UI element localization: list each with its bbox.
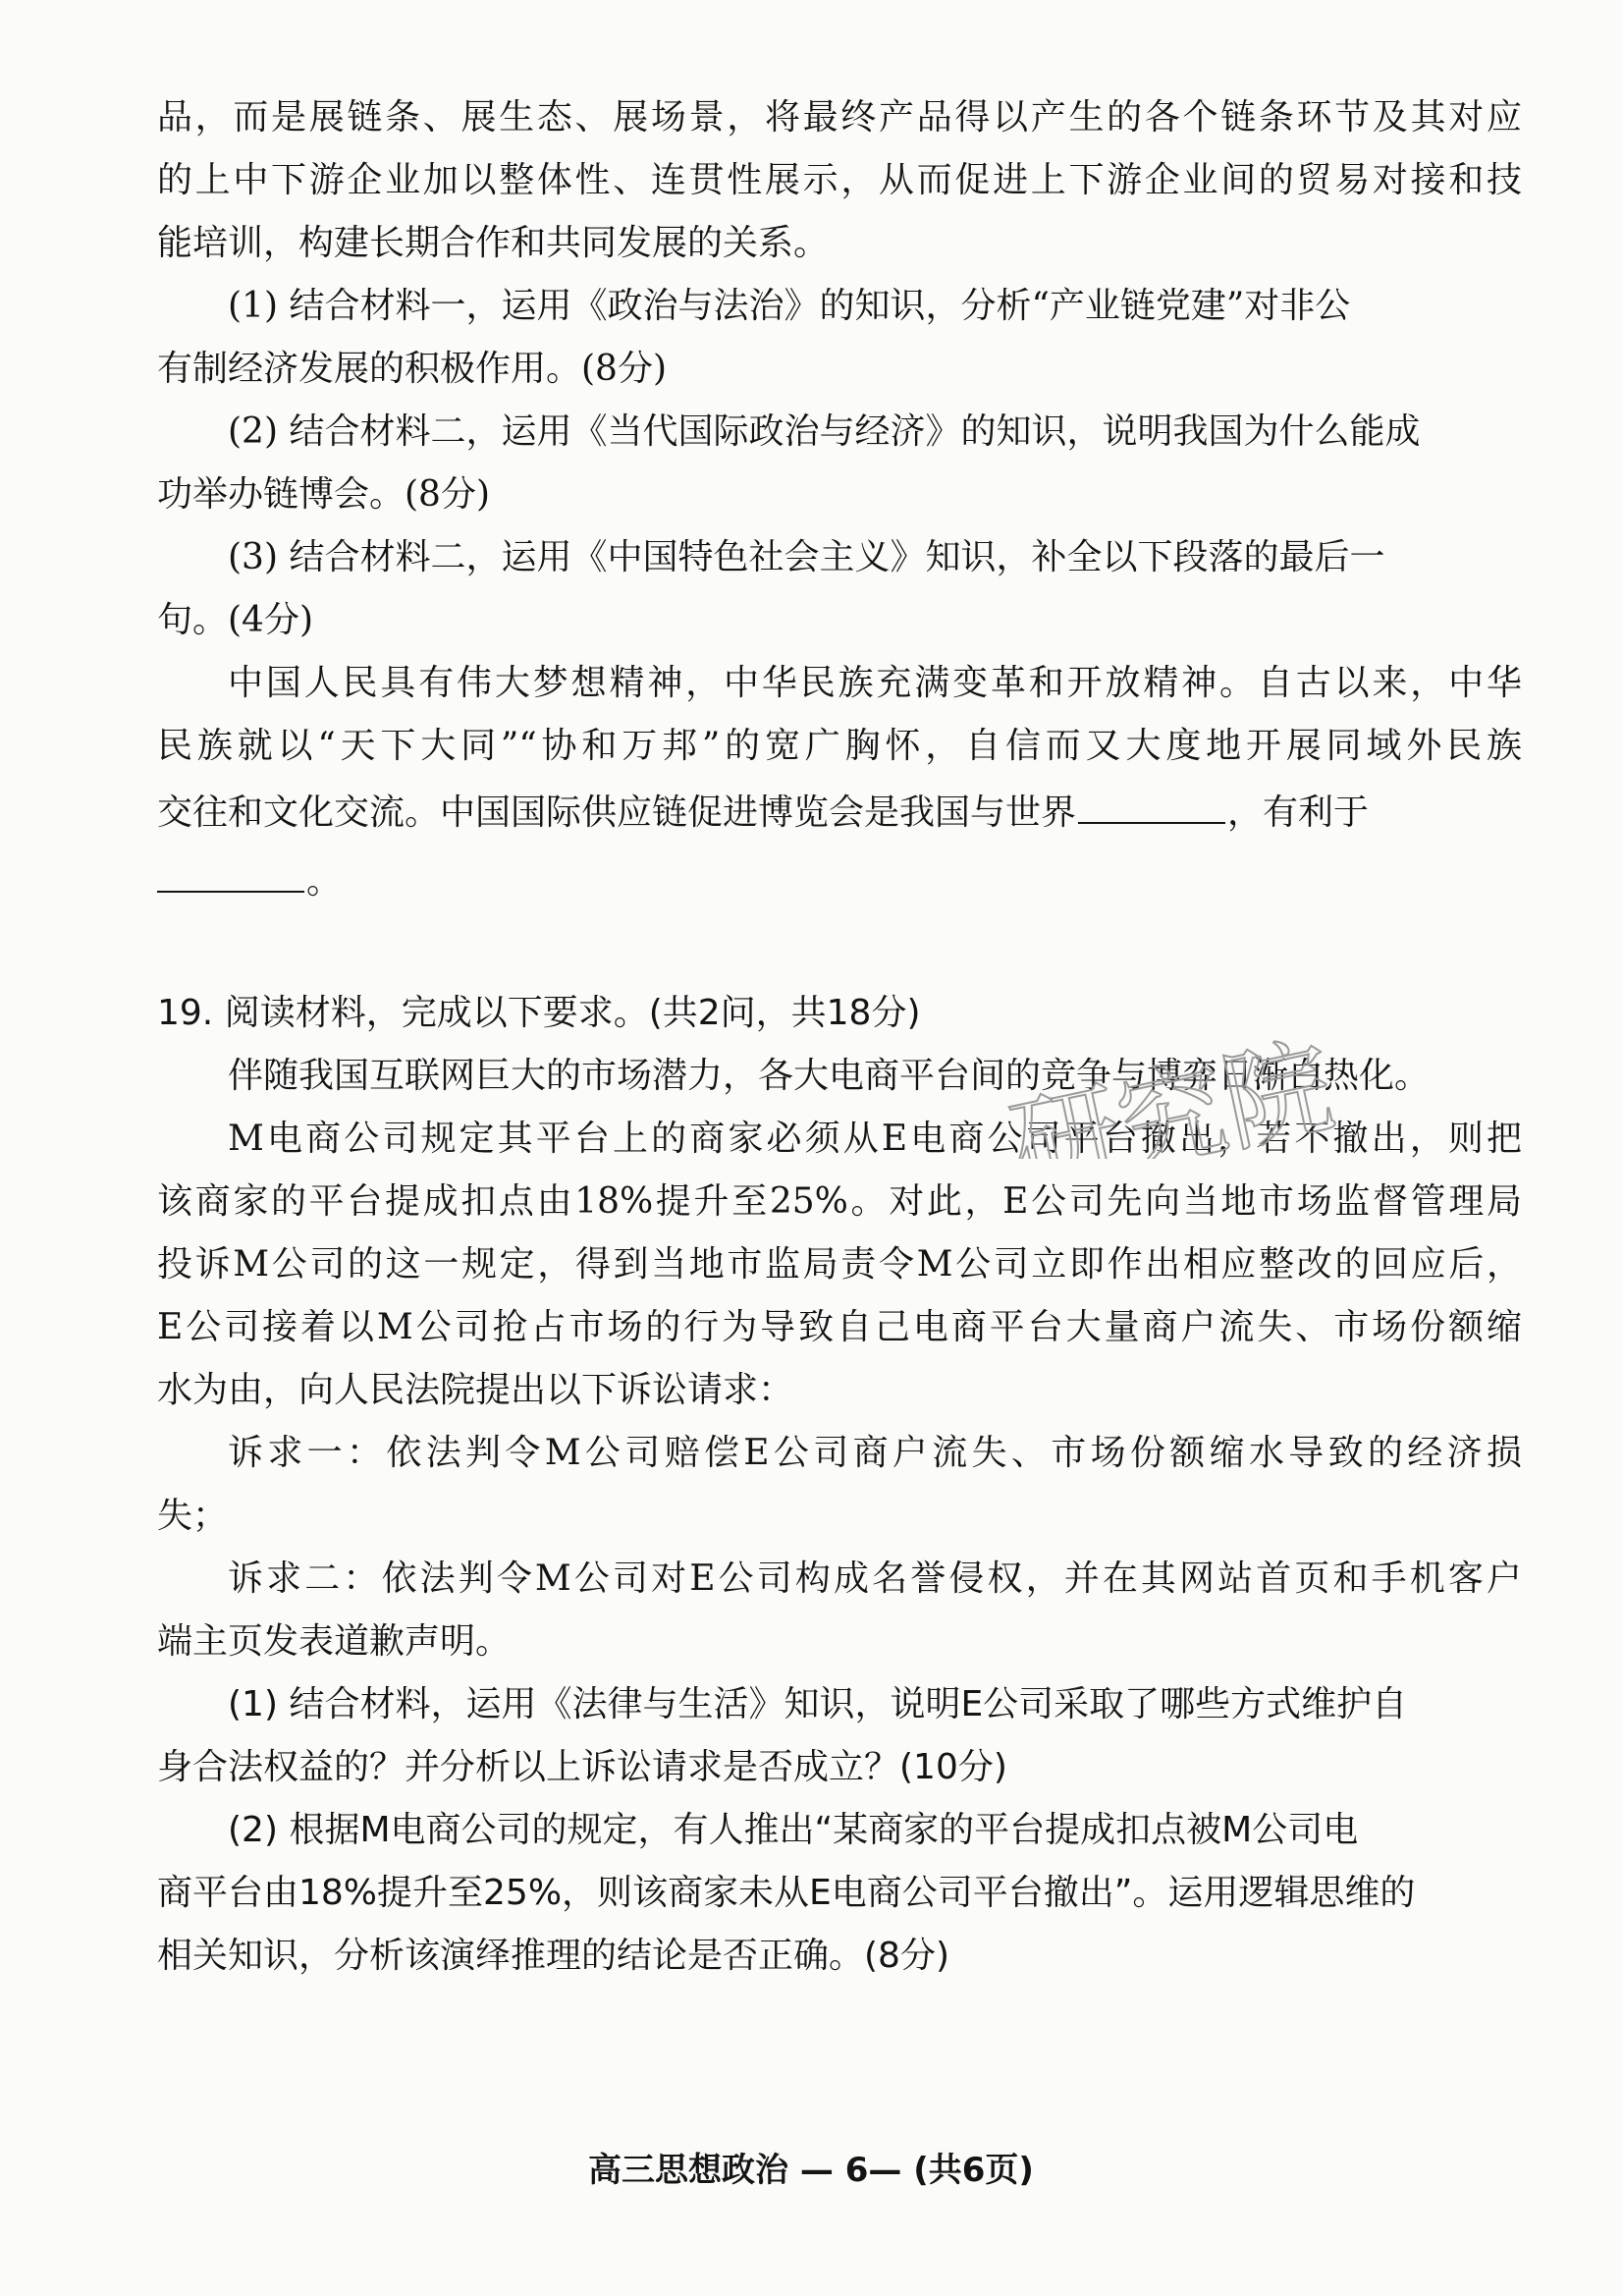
question-18-1-cont: 有制经济发展的积极作用。(8分) [157,349,667,389]
text-line: 的上中下游企业加以整体性、连贯性展示，从而促进上下游企业间的贸易对接和技 [157,160,1522,200]
text-line: 中国人民具有伟大梦想精神，中华民族充满变革和开放精神。自古以来，中华 [228,663,1522,703]
text-line: 该商家的平台提成扣点由18%提升至25%。对此，E公司先向当地市场监督管理局 [157,1181,1522,1222]
claim-1: 诉求一：依法判令M公司赔偿E公司商户流失、市场份额缩水导致的经济损 [228,1433,1522,1473]
answer-blank-2[interactable] [157,861,304,893]
question-18-3-cont: 句。(4分) [157,600,313,640]
text-line: 伴随我国互联网巨大的市场潜力，各大电商平台间的竞争与博弈日渐白热化。 [228,1056,1431,1096]
text-line: 民族就以“天下大同”“协和万邦”的宽广胸怀，自信而又大度地开展同域外民族 [157,726,1522,766]
text-line-with-blank: 交往和文化交流。中国国际供应链促进博览会是我国与世界 ，有利于 [157,793,1370,833]
text-line-with-blank: 。 [157,860,1522,903]
question-19-2-cont: 商平台由18%提升至25%，则该商家未从E电商公司平台撤出”。运用逻辑思维的 [157,1873,1416,1913]
question-19-2-cont: 相关知识，分析该演绎推理的结论是否正确。(8分) [157,1936,949,1976]
claim-1-cont: 失； [157,1496,229,1536]
question-18-1: (1) 结合材料一，运用《政治与法治》的知识，分析“产业链党建”对非公 [228,286,1351,326]
page-footer: 高三思想政治 — 6— (共6页) [588,2151,1034,2190]
question-18-2: (2) 结合材料二，运用《当代国际政治与经济》的知识，说明我国为什么能成 [228,411,1421,452]
question-18-2-cont: 功举办链博会。(8分) [157,474,490,515]
question-19-2: (2) 根据M电商公司的规定，有人推出“某商家的平台提成扣点被M公司电 [228,1810,1359,1850]
question-19-heading: 19. 阅读材料，完成以下要求。(共2问，共18分) [157,993,921,1033]
text-line: 能培训，构建长期合作和共同发展的关系。 [157,223,830,263]
claim-2: 诉求二：依法判令M公司对E公司构成名誉侵权，并在其网站首页和手机客户 [228,1558,1522,1599]
question-19-1: (1) 结合材料，运用《法律与生活》知识，说明E公司采取了哪些方式维护自 [228,1684,1408,1724]
text-line: 品，而是展链条、展生态、展场景，将最终产品得以产生的各个链条环节及其对应 [157,97,1522,137]
answer-blank-1[interactable] [1078,793,1225,824]
text-line: E公司接着以M公司抢占市场的行为导致自己电商平台大量商户流失、市场份额缩 [157,1307,1522,1347]
question-18-3: (3) 结合材料二，运用《中国特色社会主义》知识，补全以下段落的最后一 [228,537,1385,577]
svg-text:研究院: 研究院 [1000,1022,1344,1159]
text-line: 水为由，向人民法院提出以下诉讼请求： [157,1370,794,1410]
text-line: M电商公司规定其平台上的商家必须从E电商公司平台撤出，若不撤出，则把 [228,1119,1522,1159]
text-line: 投诉M公司的这一规定，得到当地市监局责令M公司立即作出相应整改的回应后， [157,1244,1522,1285]
claim-2-cont: 端主页发表道歉声明。 [157,1621,512,1662]
question-19-1-cont: 身合法权益的？并分析以上诉讼请求是否成立？(10分) [157,1747,1007,1787]
